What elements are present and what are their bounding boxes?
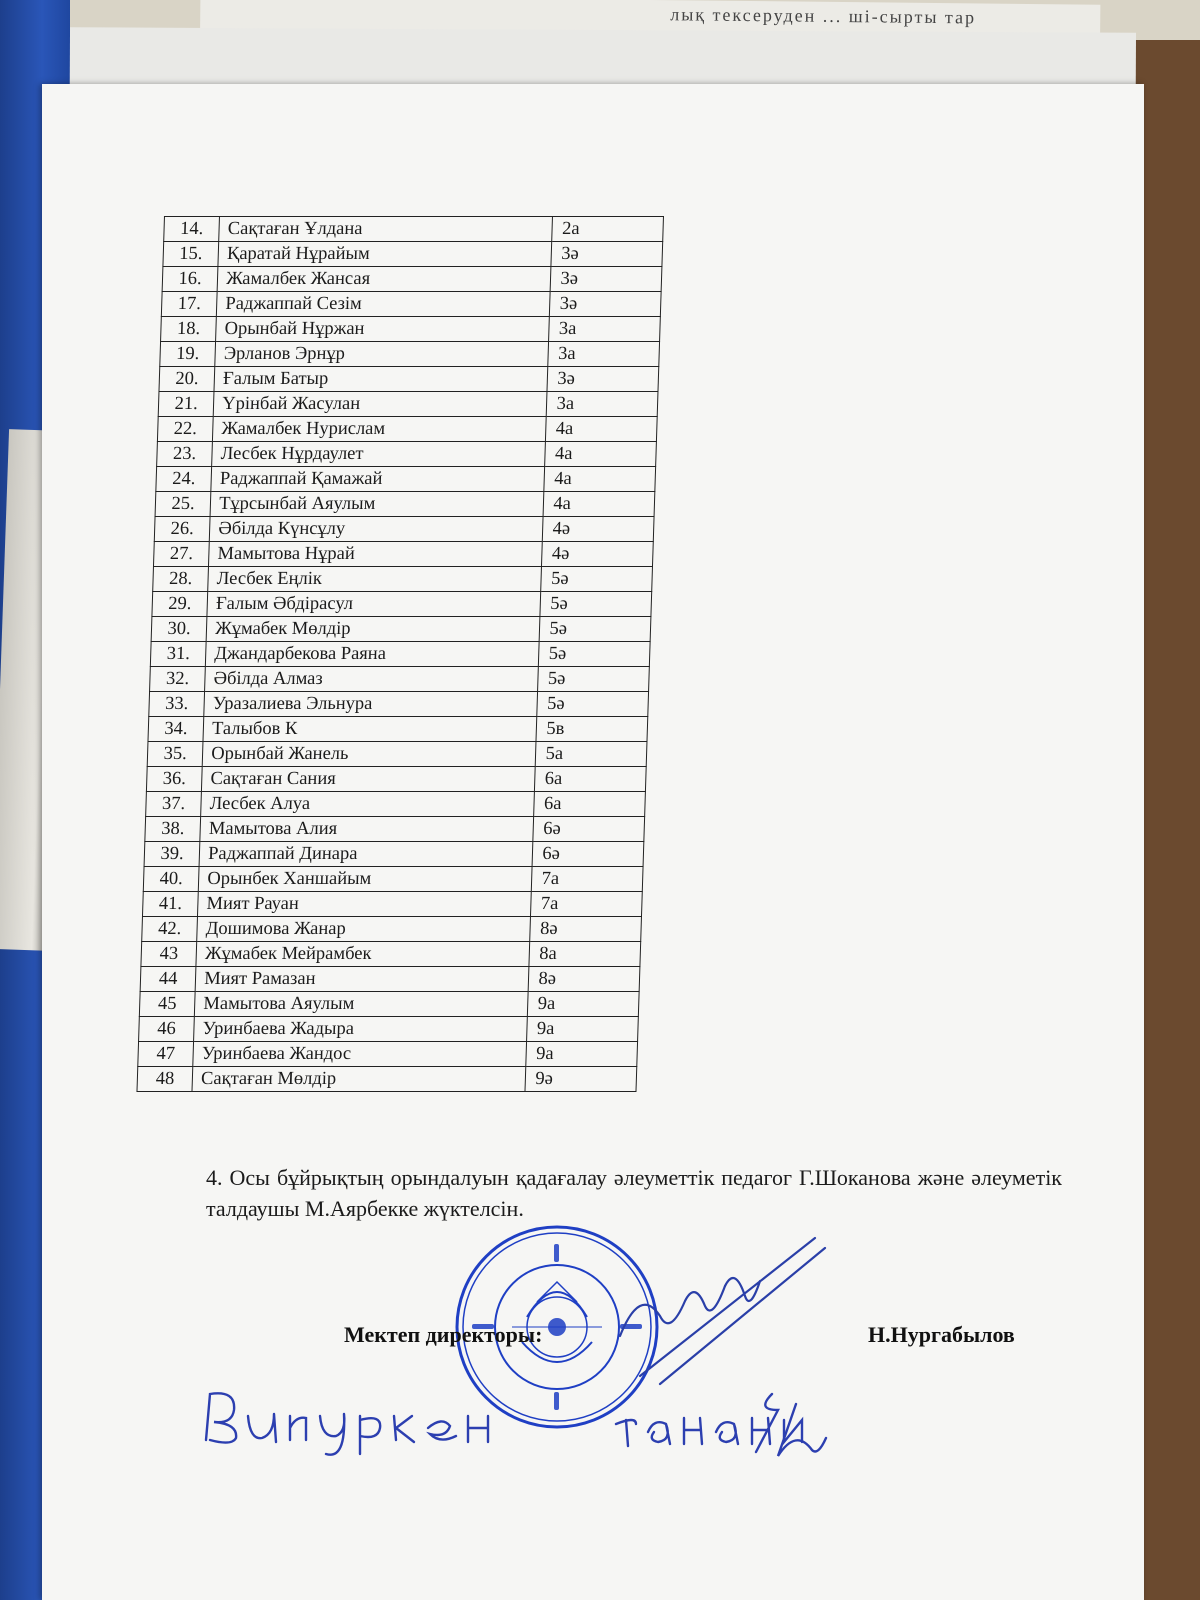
table-row [156, 467, 656, 492]
table-row [159, 367, 659, 392]
student-class: 6а [534, 767, 646, 792]
student-name: Ғалым Әбдірасул [207, 592, 540, 617]
table-row [142, 917, 642, 942]
student-name: Қаратай Нұрайым [218, 242, 551, 267]
table-row [163, 242, 663, 267]
table-row [142, 892, 642, 917]
student-class: 3ә [550, 267, 662, 292]
student-name: Жұмабек Мөлдір [206, 617, 539, 642]
row-number: 42. [142, 917, 198, 942]
table-row [155, 492, 655, 517]
row-number: 26. [154, 517, 210, 542]
student-class: 6ә [532, 817, 644, 842]
student-name: Раджаппай Сезім [217, 292, 550, 317]
student-name: Эрланов Эрнұр [215, 342, 548, 367]
table-row [148, 717, 648, 742]
student-class: 9а [525, 1042, 637, 1067]
student-class: 8а [528, 942, 640, 967]
signatory-name: Н.Нургабылов [868, 1322, 1015, 1347]
background-sheet-text: лық тексеруден ... ші-сырты тар [670, 4, 977, 28]
student-name: Орынбай Жанель [202, 742, 535, 767]
row-number: 36. [146, 767, 202, 792]
student-name: Лесбек Алуа [201, 792, 534, 817]
student-name: Раджаппай Қамажай [211, 467, 544, 492]
table-row [141, 942, 641, 967]
student-name: Тұрсынбай Аяулым [210, 492, 543, 517]
table-row [150, 642, 650, 667]
student-class: 7а [530, 892, 642, 917]
row-number: 32. [150, 667, 206, 692]
student-class: 4ә [542, 517, 654, 542]
table-row [164, 217, 664, 242]
table-row [143, 867, 643, 892]
row-number: 19. [160, 342, 216, 367]
student-class: 9а [526, 1017, 638, 1042]
student-name: Мамытова Аяулым [195, 992, 528, 1017]
student-class: 7а [531, 867, 643, 892]
row-number: 14. [164, 217, 220, 242]
student-name: Мамытова Нұрай [209, 542, 542, 567]
table-row [152, 592, 652, 617]
table-row [154, 517, 654, 542]
row-number: 23. [157, 442, 213, 467]
student-name: Джандарбекова Раяна [206, 642, 539, 667]
table-row [157, 442, 657, 467]
roster-body [137, 217, 663, 1092]
student-class: 4а [544, 442, 656, 467]
student-name: Орынбек Ханшайым [198, 867, 531, 892]
student-class: 5в [536, 717, 648, 742]
student-class: 2а [551, 217, 663, 242]
row-number: 22. [157, 417, 213, 442]
row-number: 43 [141, 942, 197, 967]
table-row [146, 792, 646, 817]
row-number: 27. [153, 542, 209, 567]
table-row [149, 692, 649, 717]
student-name: Уринбаева Жандос [193, 1042, 526, 1067]
student-class: 5ә [540, 567, 652, 592]
student-name: Сақтаған Мөлдір [192, 1067, 525, 1092]
student-name: Сақтаған Ұлдана [219, 217, 552, 242]
row-number: 31. [150, 642, 206, 667]
row-number: 46 [139, 1017, 195, 1042]
row-number: 34. [148, 717, 204, 742]
student-class: 4ә [541, 542, 653, 567]
student-class: 9а [527, 992, 639, 1017]
table-row [153, 542, 653, 567]
student-name: Орынбай Нұржан [216, 317, 549, 342]
table-row [139, 1017, 639, 1042]
table-row [161, 292, 661, 317]
row-number: 40. [143, 867, 199, 892]
student-name: Уринбаева Жадыра [194, 1017, 527, 1042]
table-row [145, 817, 645, 842]
student-class: 5а [535, 742, 647, 767]
table-row [137, 1067, 637, 1092]
row-number: 45 [139, 992, 195, 1017]
student-name: Ғалым Батыр [214, 367, 547, 392]
student-name: Жамалбек Жансая [217, 267, 550, 292]
student-name: Сақтаған Сания [202, 767, 535, 792]
student-class: 5ә [536, 692, 648, 717]
row-number: 18. [161, 317, 217, 342]
student-class: 3ә [550, 242, 662, 267]
table-row [160, 342, 660, 367]
row-number: 37. [146, 792, 202, 817]
student-name: Раджаппай Динара [199, 842, 532, 867]
row-number: 25. [155, 492, 211, 517]
row-number: 35. [147, 742, 203, 767]
row-number: 24. [156, 467, 212, 492]
signatory-title: Мектеп директоры: [344, 1322, 543, 1347]
student-name: Лесбек Еңлік [208, 567, 541, 592]
student-name: Талыбов К [203, 717, 536, 742]
table-row [146, 767, 646, 792]
student-name: Мамытова Алия [200, 817, 533, 842]
row-number: 15. [163, 242, 219, 267]
row-number: 33. [149, 692, 205, 717]
student-name: Жамалбек Нурислам [213, 417, 546, 442]
row-number: 44 [140, 967, 196, 992]
table-row [140, 967, 640, 992]
row-number: 30. [151, 617, 207, 642]
row-number: 17. [161, 292, 217, 317]
student-class: 3а [548, 317, 660, 342]
student-class: 6ә [532, 842, 644, 867]
student-name: Жұмабек Мейрамбек [196, 942, 529, 967]
table-row [157, 417, 657, 442]
student-class: 5ә [539, 592, 651, 617]
table-row [153, 567, 653, 592]
student-class: 5ә [537, 667, 649, 692]
table-row [162, 267, 662, 292]
student-class: 5ә [538, 642, 650, 667]
director-signature [600, 1226, 830, 1386]
student-name: Уразалиева Эльнура [204, 692, 537, 717]
table-row [161, 317, 661, 342]
table-row [158, 392, 658, 417]
row-number: 47 [138, 1042, 194, 1067]
student-class: 4а [543, 467, 655, 492]
row-number: 39. [144, 842, 200, 867]
student-class: 8ә [528, 967, 640, 992]
row-number: 38. [145, 817, 201, 842]
table-row [144, 842, 644, 867]
student-class: 5ә [539, 617, 651, 642]
row-number: 41. [142, 892, 198, 917]
student-name: Дошимова Жанар [197, 917, 530, 942]
table-row [139, 992, 639, 1017]
student-class: 4а [545, 417, 657, 442]
student-name: Мият Рауан [198, 892, 531, 917]
row-number: 48 [137, 1067, 193, 1092]
row-number: 21. [158, 392, 214, 417]
student-name: Әбілда Алмаз [205, 667, 538, 692]
row-number: 16. [162, 267, 218, 292]
student-name: Мият Рамазан [195, 967, 528, 992]
table-row [150, 667, 650, 692]
student-class: 8ә [529, 917, 641, 942]
student-class: 6а [533, 792, 645, 817]
table-row [147, 742, 647, 767]
table-row [138, 1042, 638, 1067]
student-class: 3ә [549, 292, 661, 317]
student-class: 4а [543, 492, 655, 517]
student-class: 3а [547, 342, 659, 367]
student-class: 3ә [547, 367, 659, 392]
student-name: Лесбек Нұрдаулет [212, 442, 545, 467]
student-class: 9ә [525, 1067, 637, 1092]
table-row [151, 617, 651, 642]
student-name: Әбілда Күнсұлу [209, 517, 542, 542]
student-class: 3а [546, 392, 658, 417]
student-roster-table [136, 216, 664, 1092]
student-name: Үрінбай Жасулан [213, 392, 546, 417]
row-number: 28. [153, 567, 209, 592]
acknowledgement-handwriting [196, 1380, 876, 1460]
row-number: 29. [152, 592, 208, 617]
order-clause: 4. Осы бұйрықтың орындалуын қадағалау әлеуметтік педагог Г.Шоканова және әлеуметік талдаушы М.Аярбекке жүктелсін. [206, 1165, 1062, 1221]
row-number: 20. [159, 367, 215, 392]
